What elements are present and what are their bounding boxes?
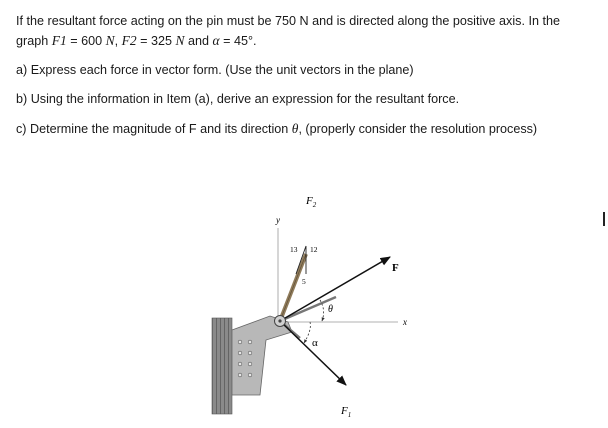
f1-unit: N [105,33,115,48]
f1-symbol: F1 [51,33,67,48]
item-a: a) Express each force in vector form. (Use the unit vectors in the plane) [16,63,414,77]
f2-unit: N [175,33,185,48]
item-c-rest: , (properly consider the resolution process) [298,122,538,136]
alpha-value: = 45°. [219,34,257,48]
theta-symbol: θ [291,121,299,136]
pin-center [278,319,281,322]
item-c [16,119,602,139]
problem-statement [16,12,602,139]
label-5: 5 [302,277,306,286]
problem-line-2 [16,31,602,51]
bracket-plate [232,316,292,395]
problem-line-1: If the resultant force acting on the pin must be 750 N and is directed along the positive axis. In the [16,14,560,28]
f2-value: = 325 [136,34,176,48]
label-theta: θ [328,304,333,315]
and-word: and [184,34,213,48]
label-13: 13 [290,245,298,254]
wall [212,318,232,414]
text-cursor [603,212,605,226]
item-c-text: c) Determine the magnitude of F and its direction [16,122,292,136]
label-alpha: α [312,337,318,349]
label-x: x [403,317,407,327]
f1-arrow [280,321,346,385]
alpha-symbol: α [212,33,220,48]
separator: , [114,34,122,48]
label-f: F [392,262,399,274]
label-12: 12 [310,245,318,254]
f-arrow [280,257,390,321]
label-y: y [276,215,280,225]
f2-symbol: F2 [121,33,137,48]
label-f1: $F_1$ [341,405,352,419]
label-f2: $F_2$ [306,195,317,209]
force-diagram [200,190,430,425]
f1-value: = 600 [66,34,106,48]
alpha-arc [304,322,310,343]
graph-prefix: graph [16,34,52,48]
item-b: b) Using the information in Item (a), derive an expression for the resultant force. [16,92,460,106]
